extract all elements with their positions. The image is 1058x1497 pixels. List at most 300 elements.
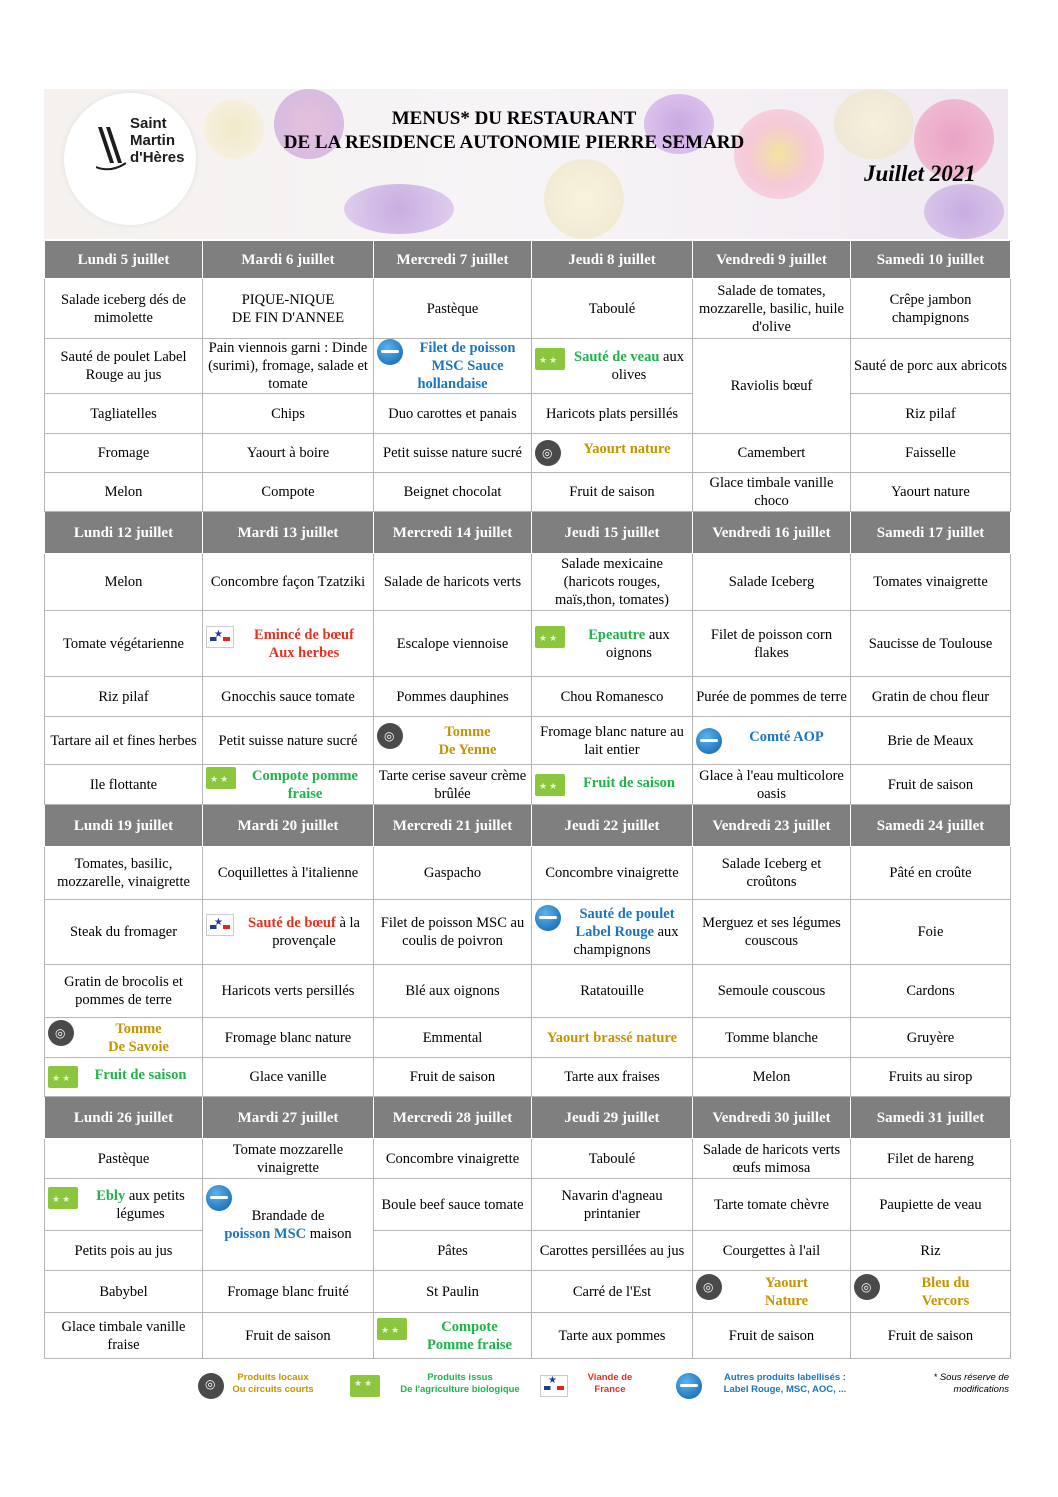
french-meat-icon: [206, 914, 234, 936]
menu-cell: [851, 279, 1011, 339]
menu-item: [48, 923, 199, 941]
menu-cell: [532, 1179, 693, 1231]
menu-cell: [203, 611, 374, 677]
menu-item-name: Sauté de veau: [574, 349, 660, 365]
menu-item-name: Tarte cerise saveur crème brûlée: [378, 767, 527, 802]
menu-item-name: Gaspacho: [423, 865, 482, 881]
menu-item: [206, 626, 370, 662]
logo-text: [130, 115, 184, 166]
legend-bio: Produits issus De l'agriculture biologique: [400, 1372, 520, 1395]
menu-item: [206, 1327, 370, 1345]
menu-cell: [851, 339, 1011, 394]
day-header-row: [45, 512, 1011, 554]
menu-cell: [851, 1231, 1011, 1271]
menu-cell: [374, 554, 532, 611]
menu-row: [45, 1179, 1011, 1231]
menu-cell: [851, 965, 1011, 1018]
menu-item: [377, 1283, 528, 1301]
legend-label: Autres produits labellisés : Label Rouge, MSC, AOC, ...: [723, 1372, 847, 1395]
menu-item-name: Pastèque: [97, 1150, 150, 1167]
menu-item: [854, 357, 1007, 375]
menu-item: [854, 1029, 1007, 1047]
menu-item-name: Yaourt nature: [583, 441, 671, 457]
menu-cell: [693, 1231, 851, 1271]
menu-cell: [203, 279, 374, 339]
menu-item: [535, 440, 689, 458]
menu-item-name: Concombre façon Tzatziki: [210, 574, 366, 590]
menu-cell: [532, 611, 693, 677]
flower-decoration: [924, 184, 1004, 239]
legend-local: Produits locaux Ou circuits courts: [232, 1372, 314, 1395]
menu-item-name: Tomates vinaigrette: [873, 574, 988, 590]
menu-item-name: Paupiette de veau: [879, 1196, 982, 1213]
day-header: Lundi 5 juillet: [45, 241, 203, 279]
menu-item-name: Beignet chocolat: [403, 484, 502, 500]
day-header: Jeudi 29 juillet: [532, 1097, 693, 1139]
menu-item-suffix: aux petits légumes: [116, 1187, 185, 1222]
menu-row: [45, 1313, 1011, 1359]
menu-cell: [693, 847, 851, 900]
menu-item: [535, 348, 689, 384]
menu-cell: [374, 279, 532, 339]
menu-row: [45, 677, 1011, 717]
menu-item: [377, 483, 528, 501]
menu-item-name: Brandade de: [251, 1207, 325, 1224]
menu-item: [535, 1068, 689, 1086]
menu-item-name: Salade mexicaine (haricots rouges, maïs,thon, tomates): [555, 556, 669, 608]
menu-cell: [203, 1058, 374, 1097]
menu-cell: [45, 1179, 203, 1231]
day-header: Samedi 10 juillet: [851, 241, 1011, 279]
menu-item-name: Concombre vinaigrette: [385, 1150, 520, 1167]
menu-cell: [851, 717, 1011, 765]
menu-item-name: Carré de l'Est: [572, 1283, 652, 1300]
menu-item: [535, 982, 689, 1000]
menu-cell: [851, 847, 1011, 900]
menu-item-name: Fruit de saison: [409, 1069, 496, 1085]
day-header-row: [45, 241, 1011, 279]
menu-cell: [693, 473, 851, 512]
menu-item: [854, 1068, 1007, 1086]
menu-item-name: Petit suisse nature sucré: [218, 732, 358, 749]
day-header: Lundi 19 juillet: [45, 805, 203, 847]
menu-item-name: Taboulé: [588, 300, 636, 317]
menu-item: [535, 300, 689, 318]
menu-item-name: Glace timbale vanille choco: [709, 475, 834, 509]
menu-cell: [532, 847, 693, 900]
menu-item-suffix: maison: [309, 1225, 352, 1242]
menu-item: [48, 732, 199, 750]
day-header: Lundi 26 juillet: [45, 1097, 203, 1139]
menu-cell: [693, 611, 851, 677]
menu-item: [377, 1068, 528, 1086]
menu-item-name: Filet de poisson corn flakes: [710, 626, 833, 661]
menu-row: [45, 611, 1011, 677]
menu-item: [206, 864, 370, 882]
menu-cell: [203, 765, 374, 805]
menu-cell: [374, 900, 532, 965]
menu-row: [45, 765, 1011, 805]
menu-item-name: Filet de poisson MSC au coulis de poivron: [380, 915, 525, 949]
menu-cell: [374, 965, 532, 1018]
menu-item: [535, 555, 689, 609]
menu-item: [854, 573, 1007, 591]
menu-item: [696, 626, 847, 662]
day-header-row: [45, 1097, 1011, 1139]
menu-item-name: Yaourt nature: [891, 484, 970, 500]
menu-item-name: Fruit de saison: [245, 1327, 331, 1344]
menu-item-name: Melon: [104, 484, 143, 500]
menu-cell: [374, 1018, 532, 1058]
menu-item-name: PIQUE-NIQUE DE FIN D'ANNEE: [231, 291, 345, 326]
menu-item-name: Sauté de poulet Label Rouge: [575, 906, 675, 940]
local-product-icon: [854, 1274, 880, 1300]
legend-vf: Viande de France: [587, 1372, 633, 1395]
menu-item: [854, 776, 1007, 794]
menu-cell: [532, 434, 693, 473]
menu-item: [377, 1150, 528, 1168]
menu-cell: [693, 900, 851, 965]
menu-item-name: Saucisse de Toulouse: [868, 635, 993, 652]
menu-item: [48, 776, 199, 794]
menu-item: [206, 1068, 370, 1086]
menu-item: [48, 1187, 199, 1223]
menu-cell: [203, 1179, 374, 1271]
menu-item-name: Salade de tomates, mozzarelle, basilic, huile d'olive: [699, 282, 844, 335]
menu-item-name: Concombre vinaigrette: [545, 865, 679, 881]
menu-cell: [45, 434, 203, 473]
menu-cell: [374, 847, 532, 900]
menu-cell: [45, 554, 203, 611]
menu-item-name: Crêpe jambon champignons: [889, 291, 972, 326]
label-product-icon: [696, 728, 722, 754]
menu-item-name: Pâtes: [437, 1242, 468, 1259]
menu-item-name: Chou Romanesco: [560, 688, 664, 705]
menu-item-name: Babybel: [99, 1283, 148, 1300]
menu-item: [48, 1066, 199, 1084]
menu-item: [206, 1029, 370, 1047]
menu-item: [854, 1196, 1007, 1214]
menu-cell: [693, 434, 851, 473]
menu-item-suffix: aux oignons: [606, 626, 670, 661]
menu-item: [377, 444, 528, 462]
menu-item: [206, 914, 370, 950]
day-header: Mardi 13 juillet: [203, 512, 374, 554]
menu-item-name: Fruit de saison: [887, 1327, 974, 1344]
flower-decoration: [544, 159, 624, 239]
menu-item-name: Courgettes à l'ail: [722, 1242, 821, 1259]
menu-cell: [532, 1139, 693, 1179]
menu-item: [854, 483, 1007, 501]
menu-cell: [851, 473, 1011, 512]
menu-item-name: Emincé de bœuf Aux herbes: [254, 626, 354, 661]
menu-item: [535, 688, 689, 706]
menu-cell: [693, 1058, 851, 1097]
menu-item: [696, 282, 847, 336]
menu-cell: [693, 965, 851, 1018]
menu-cell: [203, 339, 374, 394]
label-product-icon: [206, 1185, 232, 1211]
menu-item-name: Navarin d'agneau printanier: [561, 1187, 663, 1222]
menu-item-name: Tomme De Savoie: [108, 1020, 169, 1055]
menu-item-name: Gruyère: [906, 1029, 955, 1046]
menu-item-name: Comté AOP: [749, 728, 824, 745]
footnote: * Sous réserve de modifications: [933, 1372, 1009, 1395]
menu-item-suffix: à la provençale: [272, 915, 360, 949]
day-header: Mercredi 7 juillet: [374, 241, 532, 279]
menu-row: [45, 1271, 1011, 1313]
menu-item-name: Purée de pommes de terre: [696, 688, 847, 705]
menu-item-name: Compote Pomme fraise: [427, 1318, 512, 1353]
menu-item-name: Salade iceberg dés de mimolette: [61, 291, 186, 326]
menu-item-name: Semoule couscous: [717, 983, 826, 999]
menu-cell: [45, 1058, 203, 1097]
menu-item: [696, 855, 847, 891]
menu-item: [377, 723, 528, 759]
menu-item: [48, 1242, 199, 1260]
menu-item-name: Petit suisse nature sucré: [383, 445, 522, 461]
menu-cell: [203, 717, 374, 765]
menu-item-name: Tomate végétarienne: [63, 635, 184, 652]
menu-item: [535, 774, 689, 792]
local-product-icon: [535, 440, 561, 466]
local-product-icon: [198, 1373, 224, 1399]
menu-item-name: Pastèque: [426, 300, 479, 317]
menu-item: [854, 732, 1007, 750]
menu-item-name: Gnocchis sauce tomate: [221, 688, 355, 705]
menu-item: [696, 1068, 847, 1086]
menu-row: [45, 473, 1011, 512]
menu-cell: [532, 279, 693, 339]
menu-item: [377, 300, 528, 318]
menu-item: [696, 1274, 847, 1310]
menu-item: [696, 444, 847, 462]
menu-item-name: Carottes persillées au jus: [539, 1242, 685, 1259]
menu-cell: [45, 1271, 203, 1313]
menu-item: [696, 1327, 847, 1345]
menu-cell: [203, 554, 374, 611]
menu-item: [377, 405, 528, 423]
day-header: Samedi 31 juillet: [851, 1097, 1011, 1139]
menu-item: [48, 1150, 199, 1168]
menu-item: [48, 973, 199, 1009]
title-line: DE LA RESIDENCE AUTONOMIE PIERRE SEMARD: [283, 132, 745, 153]
menu-item-name: Raviolis bœuf: [730, 378, 813, 394]
menu-cell: [45, 677, 203, 717]
menu-item-name: Salade Iceberg et croûtons: [721, 856, 822, 890]
day-header: Mercredi 14 juillet: [374, 512, 532, 554]
menu-item-suffix: aux olives: [611, 349, 684, 383]
title-line: MENUS* DU RESTAURANT: [391, 108, 637, 129]
menu-item: [854, 1327, 1007, 1345]
menu-item: [48, 405, 199, 423]
menu-item-name: Melon: [104, 574, 143, 590]
menu-cell: [532, 1231, 693, 1271]
local-product-icon: [696, 1274, 722, 1300]
day-header: Samedi 24 juillet: [851, 805, 1011, 847]
menu-item-suffix: aux champignons: [573, 924, 679, 958]
menu-cell: [851, 1313, 1011, 1359]
menu-item: [206, 339, 370, 393]
menu-item-name: Tartare ail et fines herbes: [50, 732, 197, 749]
menu-item-name: Faisselle: [905, 445, 956, 461]
menu-item: [48, 855, 199, 891]
menu-cell: [45, 279, 203, 339]
menu-item: [377, 339, 528, 393]
menu-item: [854, 864, 1007, 882]
menu-item: [535, 405, 689, 423]
menu-item: [696, 688, 847, 706]
menu-cell: [203, 1271, 374, 1313]
menu-cell: [851, 611, 1011, 677]
menu-item: [696, 377, 847, 395]
menu-item-name: Fruit de saison: [583, 774, 675, 791]
day-header: Jeudi 15 juillet: [532, 512, 693, 554]
day-header: Vendredi 16 juillet: [693, 512, 851, 554]
menu-item-name: Cardons: [906, 983, 955, 999]
menu-cell: [532, 394, 693, 434]
menu-cell: [532, 554, 693, 611]
menu-item: [48, 635, 199, 653]
menu-item-name: Camembert: [737, 445, 806, 461]
menu-item: [696, 1196, 847, 1214]
logo: [64, 93, 196, 225]
menu-item-name: Haricots verts persillés: [221, 983, 355, 999]
day-header: Mardi 6 juillet: [203, 241, 374, 279]
menu-cell: [374, 1313, 532, 1359]
day-header: Mardi 20 juillet: [203, 805, 374, 847]
menu-row: [45, 554, 1011, 611]
menu-item-name: Tomme blanche: [725, 1029, 818, 1046]
day-header-row: [45, 805, 1011, 847]
menu-cell: [532, 339, 693, 394]
month-label: Juillet 2021: [864, 161, 976, 186]
menu-item-name: Filet de hareng: [887, 1150, 974, 1167]
menu-cell: [45, 965, 203, 1018]
menu-item-name: Taboulé: [588, 1150, 636, 1167]
menu-item-name: Escalope viennoise: [396, 635, 509, 652]
menu-item-name: Tarte aux pommes: [558, 1327, 666, 1344]
menu-row: [45, 900, 1011, 965]
menu-row: [45, 965, 1011, 1018]
menu-item: [206, 405, 370, 423]
page-title: [254, 107, 774, 155]
menu-item-name: Riz: [920, 1242, 941, 1259]
label-product-icon: [377, 339, 403, 365]
menu-item-name: Merguez et ses légumes couscous: [702, 915, 841, 949]
menu-item: [206, 688, 370, 706]
menu-item-name: Glace vanille: [249, 1069, 327, 1085]
day-header: Vendredi 23 juillet: [693, 805, 851, 847]
menu-cell: [532, 1313, 693, 1359]
menu-item: [696, 1242, 847, 1260]
menu-cell: [851, 1018, 1011, 1058]
menu-cell: [532, 1058, 693, 1097]
menu-item-name: Compote pomme fraise: [252, 767, 358, 802]
menu-item-name: Tarte tomate chèvre: [714, 1196, 829, 1213]
menu-table: [44, 240, 1011, 1359]
menu-cell: [203, 677, 374, 717]
menu-cell: [851, 765, 1011, 805]
menu-item-name: Tomates, basilic, mozzarelle, vinaigrette: [57, 856, 190, 890]
menu-cell: [693, 1018, 851, 1058]
menu-item: [377, 1318, 528, 1354]
menu-item: [535, 1187, 689, 1223]
menu-cell: [693, 1179, 851, 1231]
menu-item-name: Ratatouille: [580, 983, 644, 999]
menu-cell: [374, 677, 532, 717]
menu-item-name: Petits pois au jus: [74, 1242, 173, 1259]
menu-cell: [532, 765, 693, 805]
menu-item: [206, 291, 370, 327]
menu-cell: [374, 611, 532, 677]
menu-item-name: Fruit de saison: [569, 484, 655, 500]
menu-cell: [693, 554, 851, 611]
menu-item: [854, 635, 1007, 653]
menu-row: [45, 394, 1011, 434]
menu-item: [535, 1029, 689, 1047]
menu-item-name: Fromage blanc fruité: [227, 1283, 349, 1300]
menu-item: [854, 291, 1007, 327]
menu-item-name: Foie: [917, 924, 944, 940]
menu-item-name: Ebly: [96, 1187, 126, 1204]
menu-item-name: Emmental: [422, 1029, 483, 1046]
menu-item-name: Tomme De Yenne: [438, 723, 497, 758]
logo-line: Martin: [130, 132, 175, 149]
logo-line: Saint: [130, 115, 167, 132]
menu-item-name: Yaourt à boire: [246, 445, 330, 461]
menu-item: [696, 767, 847, 803]
menu-cell: [374, 434, 532, 473]
menu-item-name: Chips: [271, 405, 305, 422]
menu-row: [45, 434, 1011, 473]
menu-cell: [45, 473, 203, 512]
menu-item: [854, 1242, 1007, 1260]
menu-cell: [851, 1139, 1011, 1179]
menu-item: [48, 1318, 199, 1354]
menu-item-name: Salade Iceberg: [728, 574, 815, 590]
menu-cell: [851, 554, 1011, 611]
menu-row: [45, 717, 1011, 765]
menu-item: [377, 1242, 528, 1260]
menu-item-name: Fromage blanc nature: [224, 1029, 352, 1046]
menu-cell: [693, 1271, 851, 1313]
menu-cell: [203, 434, 374, 473]
menu-item-name: Coquillettes à l'italienne: [217, 865, 359, 881]
menu-item-name: Riz pilaf: [98, 688, 149, 705]
menu-cell: [374, 1231, 532, 1271]
menu-item: [535, 1242, 689, 1260]
menu-cell: [374, 394, 532, 434]
menu-item: [535, 1150, 689, 1168]
menu-cell: [203, 900, 374, 965]
header-banner: [44, 89, 1008, 239]
menu-item: [696, 914, 847, 950]
menu-item: [535, 864, 689, 882]
organic-leaf-icon: [535, 626, 565, 648]
organic-leaf-icon: [535, 348, 565, 370]
day-header: Jeudi 22 juillet: [532, 805, 693, 847]
menu-item: [48, 291, 199, 327]
menu-item: [206, 483, 370, 501]
menu-item-highlight: poisson MSC: [224, 1225, 307, 1242]
menu-item: [377, 767, 528, 803]
menu-row: [45, 1018, 1011, 1058]
menu-item: [854, 444, 1007, 462]
menu-cell: [45, 394, 203, 434]
menu-item: [854, 688, 1007, 706]
menu-item-name: Tarte aux fraises: [564, 1069, 660, 1085]
